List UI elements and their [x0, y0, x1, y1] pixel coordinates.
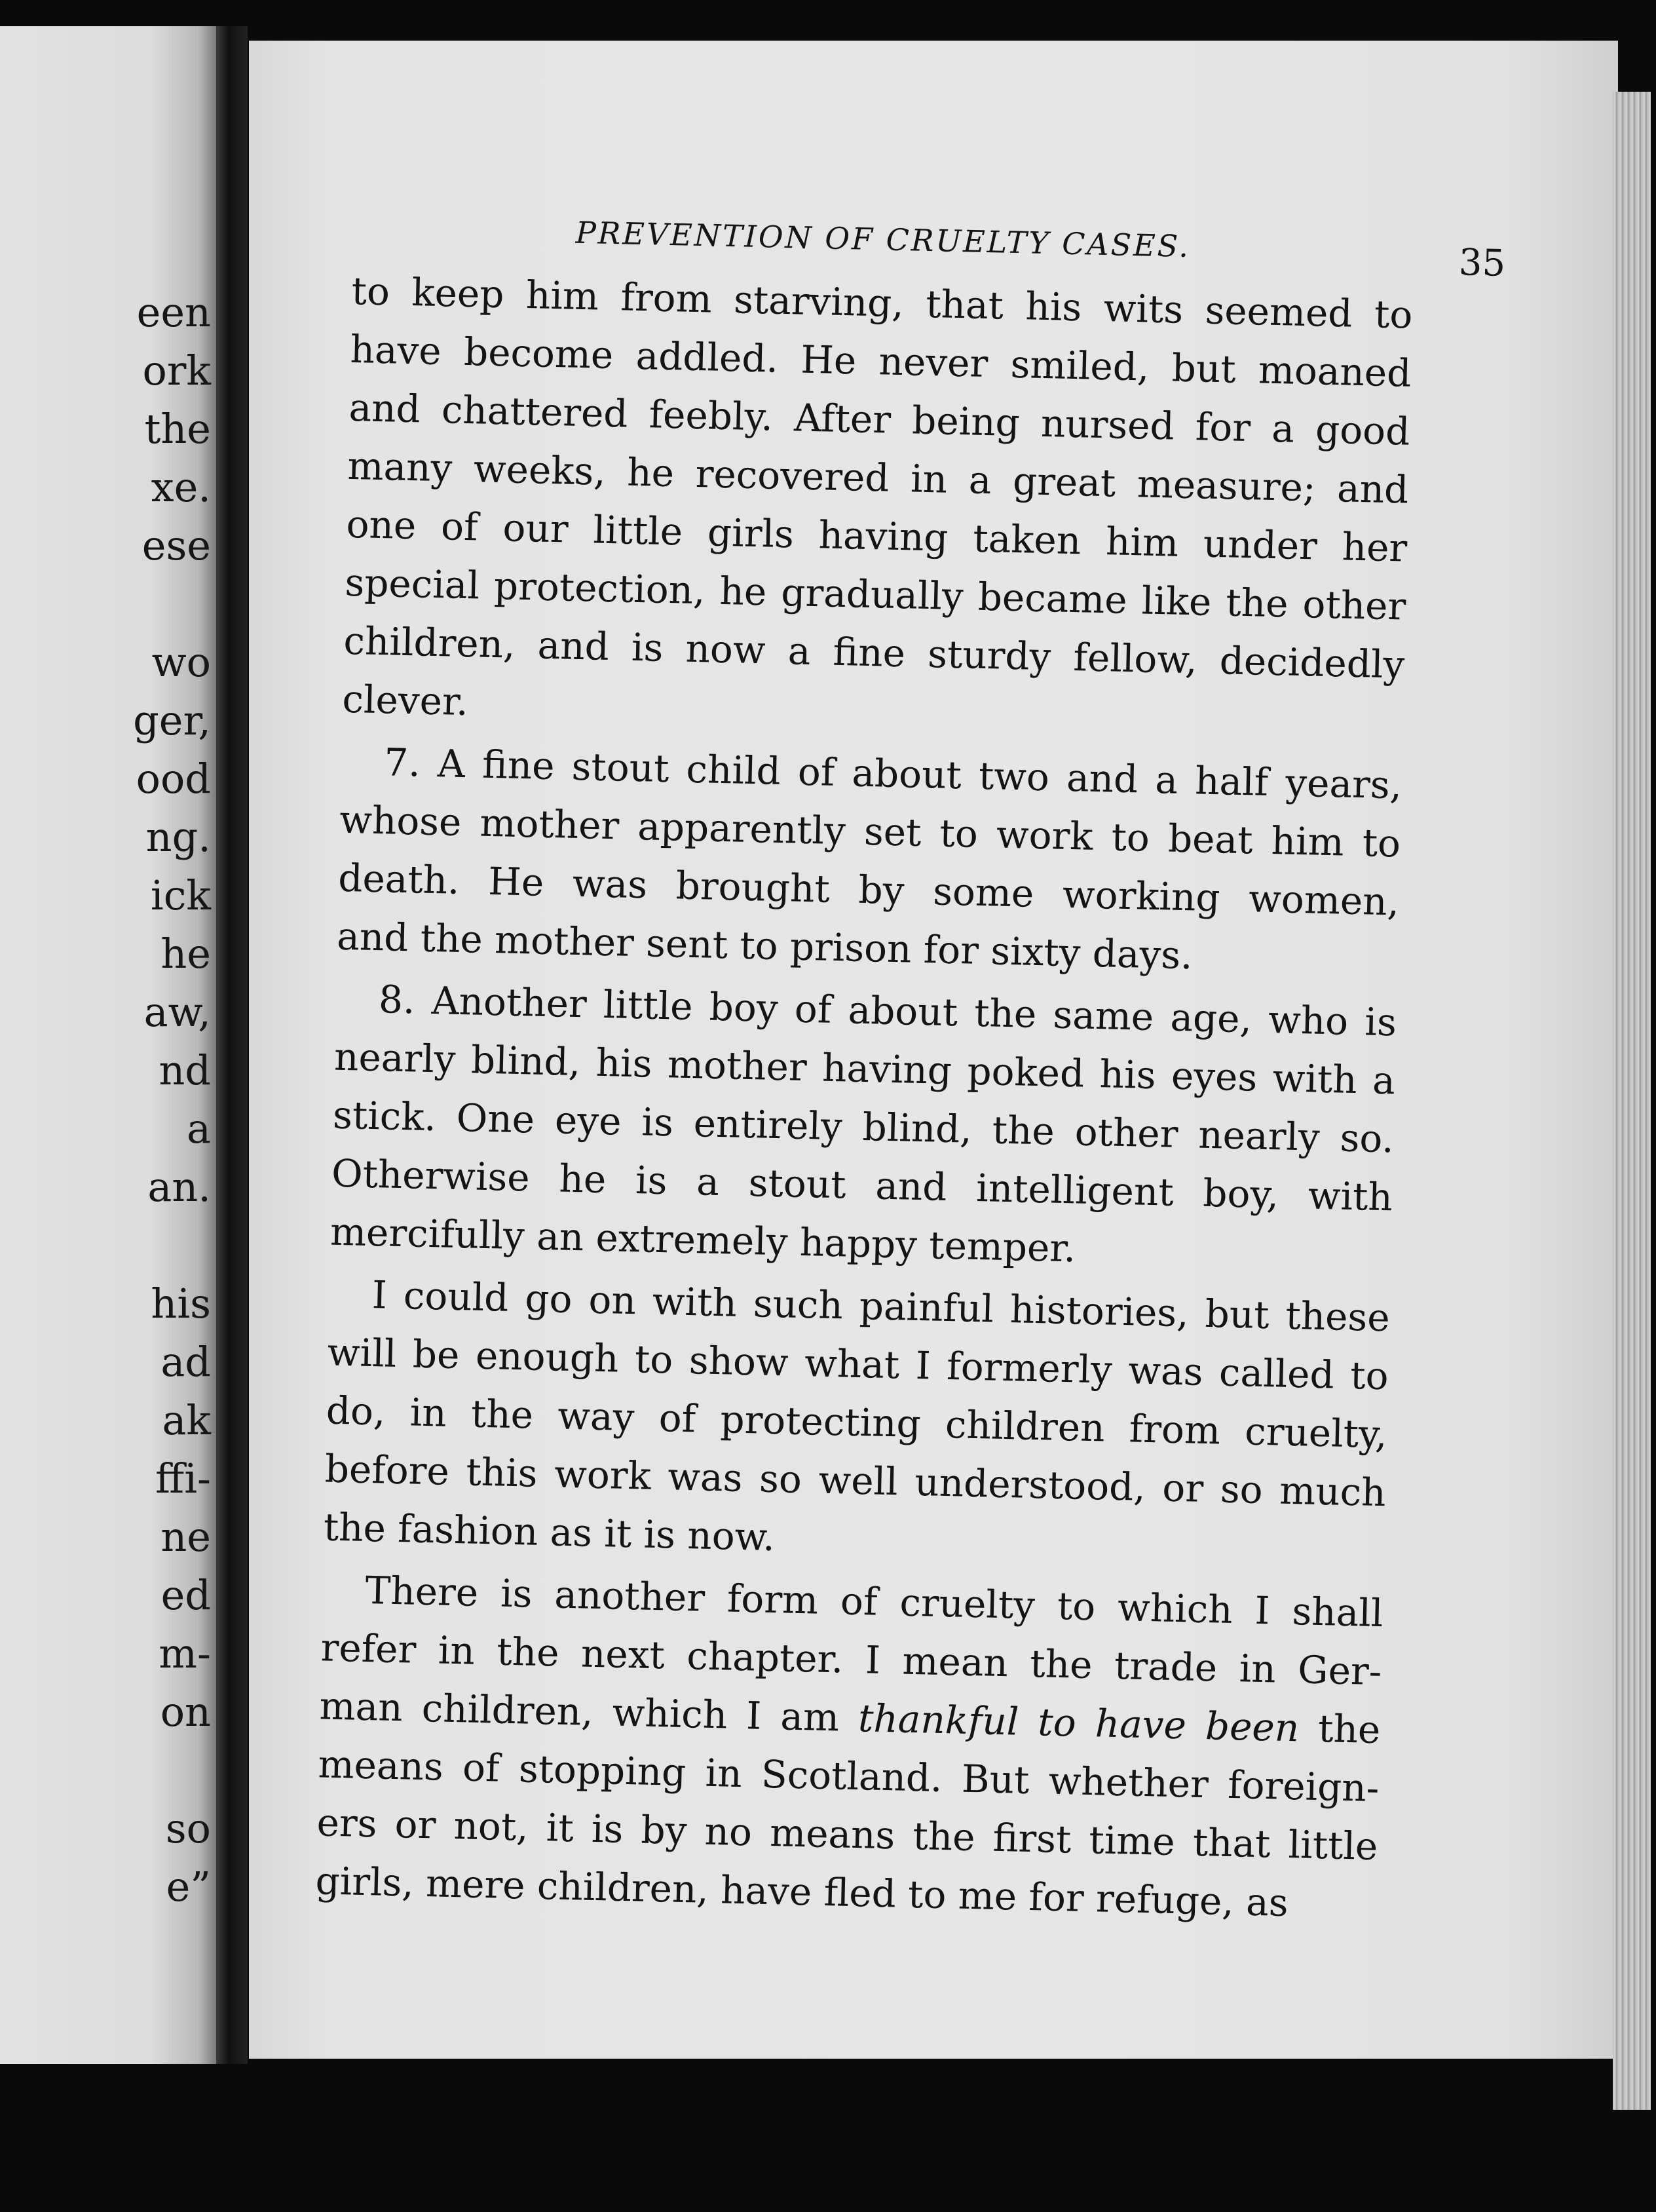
text-run: man children, which I am — [318, 1683, 840, 1740]
left-page-line-fragment: ick — [150, 871, 211, 919]
left-page-line-fragment: nd — [159, 1046, 211, 1094]
left-page-line-fragment: ger, — [133, 696, 211, 744]
text-line: many weeks, he recovered in a great measure; and — [347, 443, 1410, 512]
left-page-line-fragment: wo — [151, 638, 211, 686]
text-line: I could go on with such painful histories, but these — [371, 1272, 1391, 1341]
page-number: 35 — [1458, 241, 1506, 285]
page-text-block — [314, 197, 1506, 1938]
text-line: ers or not, it is by no means the first time that little — [316, 1800, 1379, 1869]
text-line: refer in the next chapter. I mean the trade in Ger- — [320, 1625, 1383, 1694]
italic-phrase: thankful to have been — [857, 1696, 1300, 1751]
paragraph — [336, 733, 1402, 990]
left-page-line-fragment: he — [160, 930, 211, 978]
left-page-line-fragment: ood — [136, 755, 211, 803]
left-page-line-fragment: ork — [142, 347, 211, 394]
text-line: do, in the way of protecting children from cruelty, — [326, 1388, 1388, 1457]
left-page-line-fragment: ad — [160, 1338, 211, 1386]
text-line: special protection, he gradually became like the other — [344, 560, 1406, 629]
text-run: the — [1317, 1706, 1382, 1753]
left-page-line-fragment: m- — [159, 1630, 211, 1677]
text-line: clever. — [341, 676, 469, 725]
paragraph — [329, 970, 1397, 1286]
left-page-line-fragment: aw, — [143, 988, 211, 1036]
left-page-line-fragment: the — [144, 405, 211, 453]
text-line: have become addled. He never smiled, but moaned — [349, 326, 1412, 396]
left-page-fragment — [0, 26, 216, 2064]
text-line: will be enough to show what I formerly was called to — [327, 1329, 1389, 1399]
text-line: girls, mere children, have fled to me for refuge, as — [314, 1858, 1289, 1926]
left-page-line-fragment: an. — [147, 1163, 211, 1211]
text-line: 8. Another little boy of about the same age, who is — [378, 977, 1397, 1045]
paragraph — [315, 1560, 1384, 1934]
left-page-line-fragment: ak — [162, 1396, 211, 1444]
text-line: There is another form of cruelty to which I shall — [364, 1567, 1384, 1636]
left-page-line-fragment: ese — [141, 522, 211, 569]
page-edge-stack — [1613, 92, 1651, 2110]
text-line: means of stopping in Scotland. But whether foreign- — [317, 1742, 1380, 1811]
body-text — [315, 262, 1414, 1938]
left-page-line-fragment: ffi- — [155, 1455, 211, 1502]
book-gutter — [216, 26, 248, 2064]
left-page-line-fragment: a — [187, 1105, 211, 1153]
text-line: stick. One eye is entirely blind, the other nearly so. — [332, 1092, 1395, 1162]
text-line: 7. A fine stout child of about two and a half years, — [383, 740, 1402, 808]
text-line: Otherwise he is a stout and intelligent boy, with — [331, 1151, 1393, 1220]
running-title: PREVENTION OF CRUELTY CASES. — [575, 214, 1191, 264]
text-line: before this work was so well understood, or so much — [324, 1446, 1387, 1516]
left-page-line-fragment: on — [160, 1688, 211, 1736]
left-page-line-fragment: xe. — [151, 463, 211, 511]
paragraph — [323, 1265, 1391, 1581]
text-line: nearly blind, his mother having poked his eyes with a — [333, 1034, 1396, 1103]
text-line: the fashion as it is now. — [323, 1504, 776, 1560]
text-line: whose mother apparently set to work to beat him to — [339, 797, 1401, 866]
paragraph — [342, 262, 1414, 753]
text-line: death. He was brought by some working women, — [337, 855, 1400, 925]
left-page-line-fragment: een — [136, 288, 211, 336]
left-page-line-fragment: ed — [160, 1571, 211, 1619]
left-page-line-fragment: ne — [160, 1513, 211, 1561]
left-page-line-fragment: e” — [166, 1863, 211, 1911]
text-line: and chattered feebly. After being nursed for a good — [348, 385, 1411, 454]
left-page-line-fragment: ng. — [145, 813, 211, 861]
text-line: and the mother sent to prison for sixty days. — [336, 913, 1194, 978]
text-line: children, and is now a fine sturdy fellow, decidedly — [343, 618, 1405, 687]
text-line: mercifully an extremely happy temper. — [329, 1209, 1076, 1271]
left-page-line-fragment: so — [165, 1804, 211, 1852]
text-line: one of our little girls having taken him under her — [345, 501, 1408, 571]
text-line: to keep him from starving, that his wits seemed to — [350, 268, 1414, 337]
left-page-line-fragment: his — [151, 1280, 211, 1327]
